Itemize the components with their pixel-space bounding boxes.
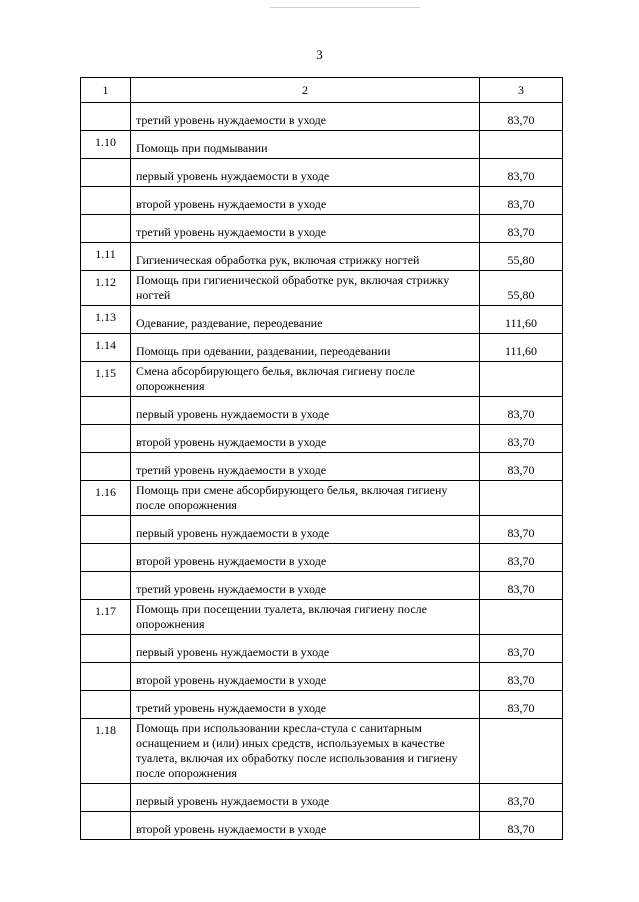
column-header-2: 2: [131, 78, 480, 103]
row-number: [81, 784, 131, 812]
row-number: [81, 572, 131, 600]
row-number: 1.13: [81, 306, 131, 334]
table-row: [81, 812, 563, 840]
table-row: [81, 481, 563, 516]
row-value: 83,70: [480, 215, 563, 243]
row-description: третий уровень нуждаемости в уходе: [131, 103, 480, 131]
column-header-3: 3: [480, 78, 563, 103]
row-value: 55,80: [480, 271, 563, 306]
row-value: [480, 600, 563, 635]
row-description: Одевание, раздевание, переодевание: [131, 306, 480, 334]
row-description: Смена абсорбирующего белья, включая гигиену после опорожнения: [131, 362, 480, 397]
row-description: первый уровень нуждаемости в уходе: [131, 635, 480, 663]
row-value: 83,70: [480, 453, 563, 481]
row-value: 83,70: [480, 159, 563, 187]
row-number: [81, 103, 131, 131]
scan-artifact-line: [270, 7, 420, 8]
row-value: 83,70: [480, 425, 563, 453]
row-number: [81, 215, 131, 243]
row-value: 55,80: [480, 243, 563, 271]
row-number: [81, 187, 131, 215]
row-description: первый уровень нуждаемости в уходе: [131, 516, 480, 544]
row-description: второй уровень нуждаемости в уходе: [131, 812, 480, 840]
row-description: второй уровень нуждаемости в уходе: [131, 425, 480, 453]
row-number: 1.14: [81, 334, 131, 362]
row-description: Помощь при одевании, раздевании, переодевании: [131, 334, 480, 362]
row-value: [480, 362, 563, 397]
table-row: [81, 663, 563, 691]
row-number: 1.12: [81, 271, 131, 306]
table-row: [81, 691, 563, 719]
row-number: 1.10: [81, 131, 131, 159]
row-number: [81, 635, 131, 663]
row-number: [81, 691, 131, 719]
row-description: второй уровень нуждаемости в уходе: [131, 187, 480, 215]
table-header-row: [81, 78, 563, 103]
row-description: третий уровень нуждаемости в уходе: [131, 691, 480, 719]
table-row: [81, 271, 563, 306]
row-value: 83,70: [480, 784, 563, 812]
row-description: первый уровень нуждаемости в уходе: [131, 159, 480, 187]
page-number: 3: [316, 47, 323, 62]
row-value: 83,70: [480, 635, 563, 663]
table-row: [81, 784, 563, 812]
row-number: 1.18: [81, 719, 131, 784]
tariff-table: [80, 77, 563, 840]
row-description: Помощь при посещении туалета, включая гигиену после опорожнения: [131, 600, 480, 635]
row-value: 83,70: [480, 397, 563, 425]
row-value: 83,70: [480, 516, 563, 544]
row-description: третий уровень нуждаемости в уходе: [131, 572, 480, 600]
table-row: [81, 362, 563, 397]
table-row: [81, 516, 563, 544]
table-row: [81, 187, 563, 215]
table-row: [81, 544, 563, 572]
table-row: [81, 425, 563, 453]
row-description: первый уровень нуждаемости в уходе: [131, 784, 480, 812]
row-value: 111,60: [480, 306, 563, 334]
row-number: [81, 397, 131, 425]
row-number: 1.11: [81, 243, 131, 271]
table-row: [81, 215, 563, 243]
row-value: 111,60: [480, 334, 563, 362]
row-value: 83,70: [480, 812, 563, 840]
row-value: 83,70: [480, 691, 563, 719]
row-number: 1.16: [81, 481, 131, 516]
row-description: Помощь при подмывании: [131, 131, 480, 159]
row-number: [81, 159, 131, 187]
table-row: [81, 600, 563, 635]
row-number: [81, 663, 131, 691]
table-row: [81, 334, 563, 362]
table-row: [81, 306, 563, 334]
row-value: [480, 481, 563, 516]
table-row: [81, 397, 563, 425]
row-value: 83,70: [480, 663, 563, 691]
row-description: третий уровень нуждаемости в уходе: [131, 215, 480, 243]
row-description: первый уровень нуждаемости в уходе: [131, 397, 480, 425]
row-description: третий уровень нуждаемости в уходе: [131, 453, 480, 481]
row-value: [480, 719, 563, 784]
table-row: [81, 719, 563, 784]
table-row: [81, 453, 563, 481]
row-description: Гигиеническая обработка рук, включая стрижку ногтей: [131, 243, 480, 271]
table-row: [81, 572, 563, 600]
row-value: 83,70: [480, 187, 563, 215]
row-description: второй уровень нуждаемости в уходе: [131, 663, 480, 691]
row-description: Помощь при использовании кресла-стула с санитарным оснащением и (или) иных средств, используемых в качестве туалета, включая их обработку после использования и гигиену после опорожнения: [131, 719, 480, 784]
column-header-1: 1: [81, 78, 131, 103]
row-value: 83,70: [480, 572, 563, 600]
table-row: [81, 159, 563, 187]
row-description: Помощь при смене абсорбирующего белья, включая гигиену после опорожнения: [131, 481, 480, 516]
row-description: второй уровень нуждаемости в уходе: [131, 544, 480, 572]
row-number: 1.15: [81, 362, 131, 397]
row-number: [81, 516, 131, 544]
row-number: [81, 453, 131, 481]
row-number: [81, 812, 131, 840]
row-description: Помощь при гигиенической обработке рук, включая стрижку ногтей: [131, 271, 480, 306]
table-row: [81, 243, 563, 271]
row-value: 83,70: [480, 103, 563, 131]
table-row: [81, 103, 563, 131]
row-number: 1.17: [81, 600, 131, 635]
table-row: [81, 635, 563, 663]
row-number: [81, 425, 131, 453]
row-value: 83,70: [480, 544, 563, 572]
row-number: [81, 544, 131, 572]
table-row: [81, 131, 563, 159]
row-value: [480, 131, 563, 159]
